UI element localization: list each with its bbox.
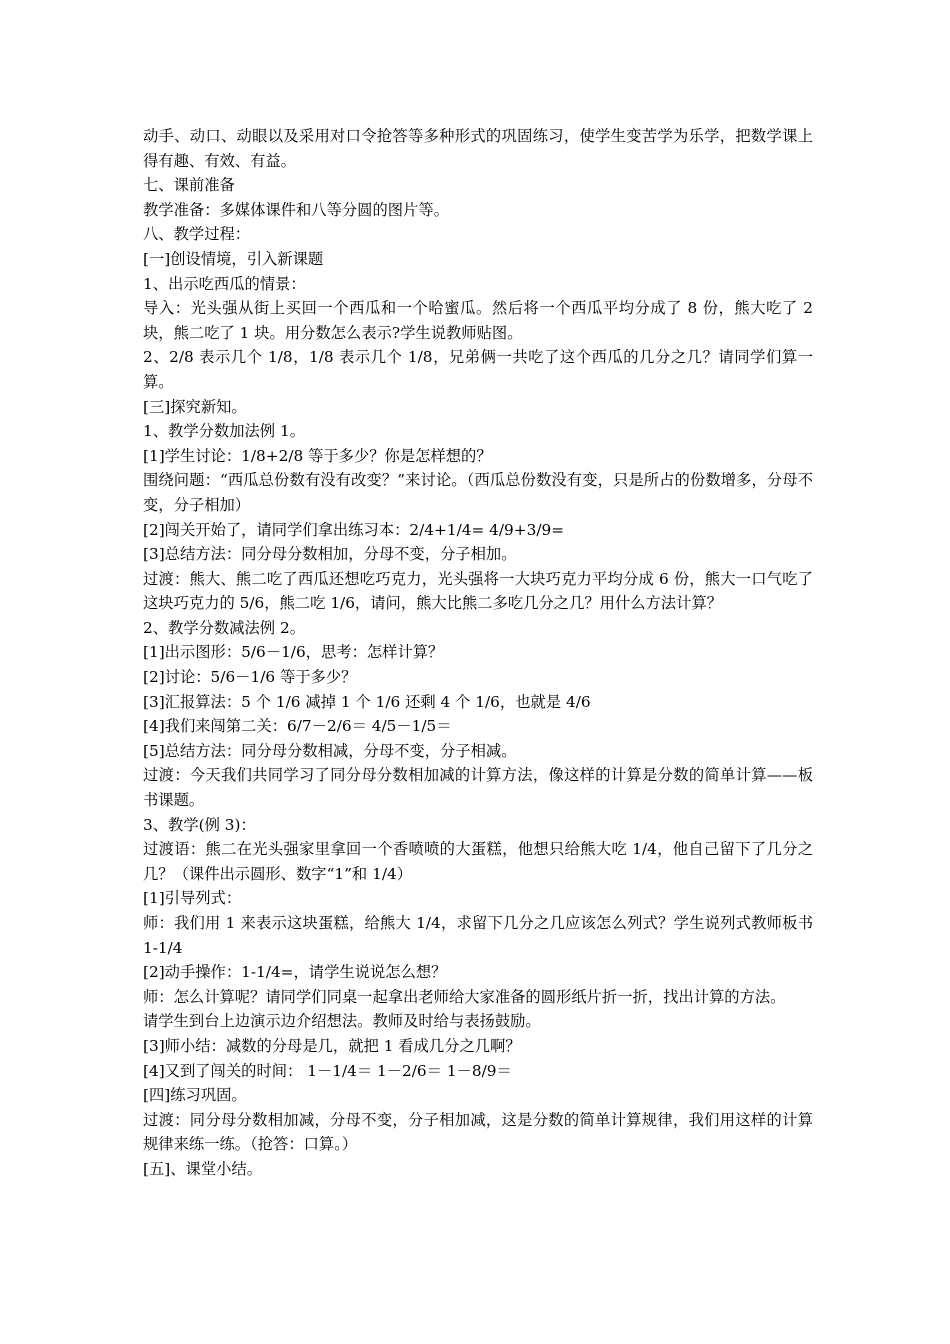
subsection-heading: [五]、课堂小结。 — [143, 1159, 263, 1178]
section-heading: 八、教学过程： — [143, 225, 251, 244]
paragraph: 1、教学分数加法例 1。 — [143, 422, 305, 441]
paragraph: [1]出示图形：5/6－1/6，思考：怎样计算？ — [143, 643, 444, 662]
paragraph: 动手、动口、动眼以及采用对口令抢答等多种形式的巩固练习，使学生变苦学为乐学，把数学课上得有趣、有效、有益。 — [143, 127, 813, 170]
paragraph: [3]汇报算法：5 个 1/6 减掉 1 个 1/6 还剩 4 个 1/6，也就是 4/6 — [143, 692, 591, 711]
paragraph: [2]讨论：5/6－1/6 等于多少？ — [143, 668, 357, 687]
paragraph: 导入：光头强从街上买回一个西瓜和一个哈蜜瓜。然后将一个西瓜平均分成了 8 份，熊大吃了 2 块，熊二吃了 1 块。用分数怎么表示?学生说教师贴图。 — [143, 299, 813, 342]
paragraph: [3]总结方法：同分母分数相加，分母不变，分子相加。 — [143, 545, 517, 564]
subsection-heading: [一]创设情境，引入新课题 — [143, 249, 324, 268]
paragraph: [1]学生讨论：1/8+2/8 等于多少？你是怎样想的？ — [143, 446, 492, 465]
paragraph: [4]又到了闯关的时间： 1－1/4＝ 1－2/6＝ 1－8/9＝ — [143, 1061, 512, 1080]
paragraph: [5]总结方法：同分母分数相减，分母不变，分子相减。 — [143, 741, 517, 760]
paragraph: 过渡语：熊二在光头强家里拿回一个香喷喷的大蛋糕，他想只给熊大吃 1/4，他自己留下了几分之几？（课件出示圆形、数字“1”和 1/4） — [143, 840, 813, 883]
subsection-heading: [四]练习巩固。 — [143, 1086, 247, 1105]
paragraph: [2]动手操作：1-1/4=，请学生说说怎么想？ — [143, 963, 447, 982]
paragraph: [4]我们来闯第二关：6/7－2/6＝ 4/5－1/5＝ — [143, 717, 452, 736]
subsection-heading: [三]探究新知。 — [143, 397, 247, 416]
paragraph: 围绕问题：“西瓜总份数有没有改变？”来讨论。（西瓜总份数没有变，只是所占的份数增多，分母不变，分子相加） — [143, 471, 813, 514]
section-heading: 七、课前准备 — [143, 176, 235, 195]
paragraph: 3、教学(例 3)： — [143, 815, 256, 834]
paragraph: 2、2/8 表示几个 1/8，1/8 表示几个 1/8，兄弟俩一共吃了这个西瓜的几分之几？请同学们算一算。 — [143, 348, 813, 391]
paragraph: 过渡：熊大、熊二吃了西瓜还想吃巧克力，光头强将一大块巧克力平均分成 6 份，熊大一口气吃了这块巧克力的 5/6，熊二吃 1/6，请问，熊大比熊二多吃几分之几？用什么方法计算？ — [143, 569, 813, 613]
paragraph: [1]引导列式： — [143, 889, 242, 908]
paragraph: 师：怎么计算呢？请同学们同桌一起拿出老师给大家准备的圆形纸片折一折，找出计算的方法。 — [143, 987, 786, 1006]
paragraph: 请学生到台上边演示边介绍想法。教师及时给与表扬鼓励。 — [143, 1012, 541, 1031]
paragraph: 1、出示吃西瓜的情景： — [143, 274, 306, 293]
paragraph: 过渡：同分母分数相加减，分母不变，分子相加减，这是分数的简单计算规律，我们用这样的计算规律来练一练。（抢答：口算。） — [143, 1110, 813, 1154]
paragraph: 过渡：今天我们共同学习了同分母分数相加减的计算方法，像这样的计算是分数的简单计算——板书课题。 — [143, 766, 813, 810]
paragraph: 教学准备：多媒体课件和八等分圆的图片等。 — [143, 200, 449, 219]
paragraph: 师：我们用 1 来表示这块蛋糕，给熊大 1/4，求留下几分之几应该怎么列式？学生说列式教师板书 1-1/4 — [143, 914, 813, 957]
paragraph: [2]闯关开始了，请同学们拿出练习本：2/4+1/4= 4/9+3/9= — [143, 520, 565, 539]
paragraph: [3]师小结：减数的分母是几，就把 1 看成几分之几啊？ — [143, 1036, 521, 1055]
paragraph: 2、教学分数减法例 2。 — [143, 618, 305, 637]
document-body — [143, 124, 813, 1182]
